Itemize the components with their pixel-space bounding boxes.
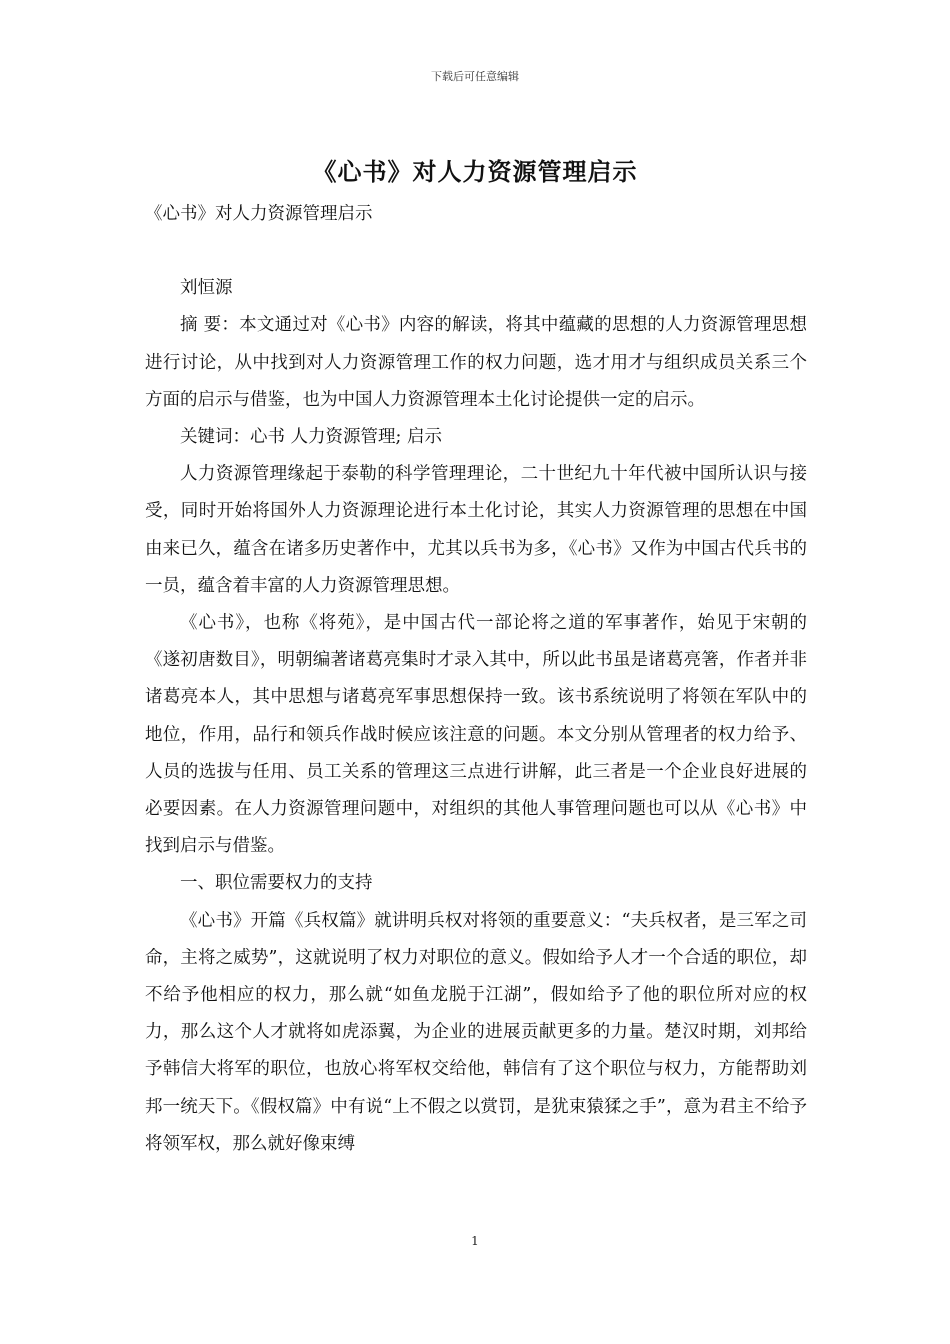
- keywords: 关键词：心书 人力资源管理; 启示: [180, 427, 443, 448]
- document-body: [145, 196, 807, 1163]
- section-paragraph: 《心书》开篇《兵权篇》就讲明兵权对将领的重要意义：“夫兵权者，是三军之司命，主将之威势”，这就说明了权力对职位的意义。假如给予人才一个合适的职位，却不给予他相应的权力，那么就“如鱼龙脱于江湖”，假如给予了他的职位所对应的权力，那么这个人才就将如虎添翼，为企业的进展贡献更多的力量。楚汉时期，刘邦给予韩信大将军的职位，也放心将军权交给他，韩信有了这个职位与权力，方能帮助刘邦一统天下。《假权篇》中有说“上不假之以赏罚，是犹束猿猱之手”，意为君主不给予将领军权，那么就好像束缚: [145, 910, 807, 1154]
- abstract: 摘 要：本文通过对《心书》内容的解读，将其中蕴藏的思想的人力资源管理思想进行讨论，从中找到对人力资源管理工作的权力问题，选才用才与组织成员关系三个方面的启示与借鉴，也为中国人力资源管理本土化讨论提供一定的启示。: [145, 315, 807, 410]
- header-note: 下载后可任意编辑: [431, 70, 519, 83]
- page-number: 1: [471, 1234, 479, 1248]
- paragraph: 《心书》，也称《将苑》，是中国古代一部论将之道的军事著作，始见于宋朝的《遂初唐数目》，明朝编著诸葛亮集时才录入其中，所以此书虽是诸葛亮箸，作者并非诸葛亮本人，其中思想与诸葛亮军事思想保持一致。该书系统说明了将领在军队中的地位，作用，品行和领兵作战时候应该注意的问题。本文分别从管理者的权力给予、人员的选拔与任用、员工关系的管理这三点进行讲解，此三者是一个企业良好进展的必要因素。在人力资源管理问题中，对组织的其他人事管理问题也可以从《心书》中找到启示与借鉴。: [145, 613, 807, 857]
- subtitle: 《心书》对人力资源管理启示: [145, 204, 373, 224]
- document-title: 《心书》对人力资源管理启示: [312, 157, 638, 186]
- paragraph: 人力资源管理缘起于泰勒的科学管理理论，二十世纪九十年代被中国所认识与接受，同时开始将国外人力资源理论进行本土化讨论，其实人力资源管理的思想在中国由来已久，蕴含在诸多历史著作中，尤其以兵书为多，《心书》又作为中国古代兵书的一员，蕴含着丰富的人力资源管理思想。: [145, 464, 807, 596]
- blank-line: [145, 233, 807, 270]
- section-heading: 一、职位需要权力的支持: [180, 873, 373, 894]
- author: 刘恒源: [180, 278, 233, 299]
